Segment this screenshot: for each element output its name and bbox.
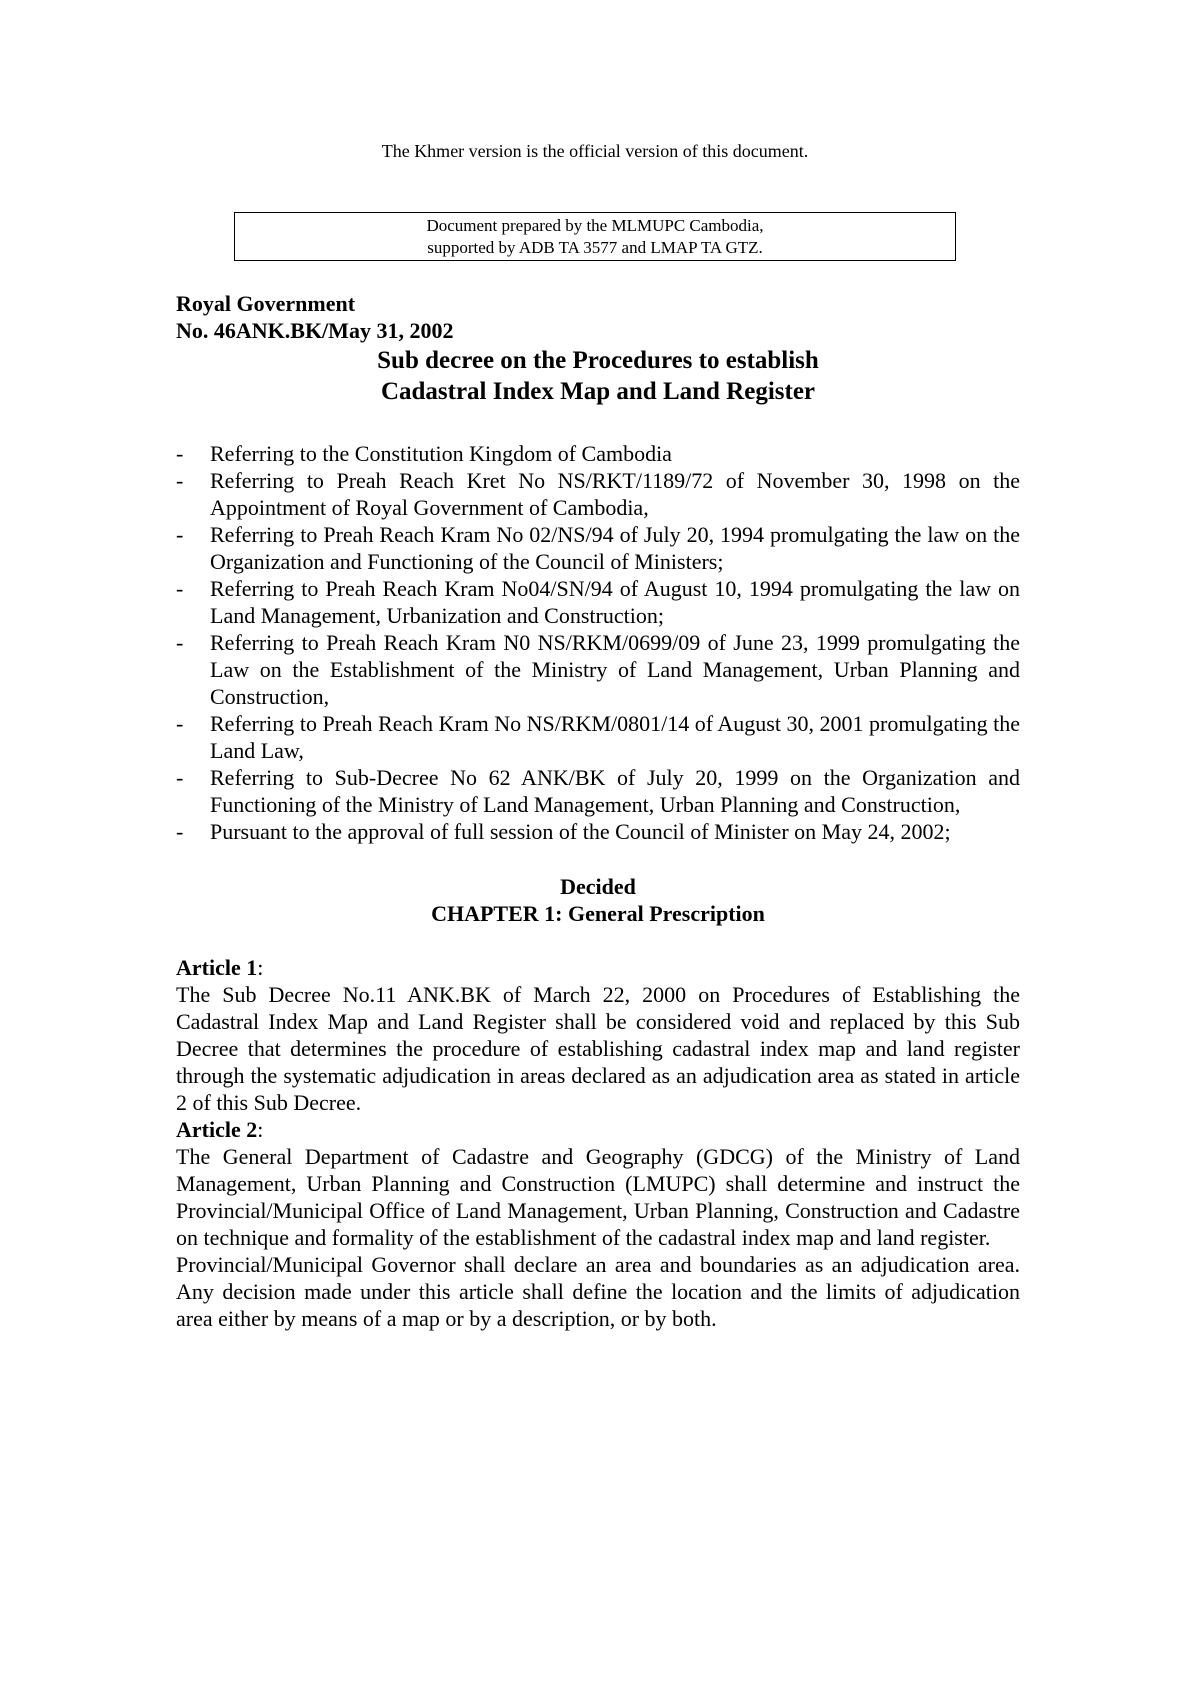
decided-label: Decided xyxy=(560,874,636,899)
article-1-colon: : xyxy=(257,955,264,980)
decision-heading xyxy=(0,873,1190,927)
list-item xyxy=(176,521,1020,575)
article-1-heading xyxy=(176,954,1020,981)
chapter-heading: CHAPTER 1: General Prescription xyxy=(431,901,765,926)
reference-text: Referring to Preah Reach Kram No04/SN/94 of August 10, 1994 promulgating the law on Land Management, Urbanization and Construction; xyxy=(210,576,1020,628)
list-item xyxy=(176,818,1020,845)
bullet-dash: - xyxy=(176,711,184,736)
list-item xyxy=(176,710,1020,764)
reference-text: Referring to Preah Reach Kram No 02/NS/94 of July 20, 1994 promulgating the law on the Organization and Functioning of the Council of Ministers; xyxy=(210,522,1020,574)
reference-text: Referring to Preah Reach Kram No NS/RKM/0801/14 of August 30, 2001 promulgating the Land Law, xyxy=(210,711,1020,763)
issuer-header xyxy=(176,290,453,344)
bullet-dash: - xyxy=(176,630,184,655)
prepared-by-box xyxy=(234,212,956,261)
article-2-colon: : xyxy=(257,1117,264,1142)
reference-text: Referring to Preah Reach Kram N0 NS/RKM/0699/09 of June 23, 1999 promulgating the Law on the Establishment of the Ministry of Land Management, Urban Planning and Construction, xyxy=(210,630,1020,709)
title-line-1: Sub decree on the Procedures to establish xyxy=(377,347,819,374)
article-2-label: Article 2 xyxy=(176,1117,258,1142)
list-item xyxy=(176,575,1020,629)
list-item xyxy=(176,440,1020,467)
list-item xyxy=(176,764,1020,818)
issuer-name: Royal Government xyxy=(176,291,356,316)
prepared-by-line-1: Document prepared by the MLMUPC Cambodia, xyxy=(426,216,764,235)
list-item xyxy=(176,629,1020,710)
list-item xyxy=(176,467,1020,521)
bullet-dash: - xyxy=(176,765,184,790)
document-title xyxy=(0,345,1190,407)
official-version-note: The Khmer version is the official version of this document. xyxy=(381,141,809,161)
bullet-dash: - xyxy=(176,441,184,466)
article-2-heading xyxy=(176,1116,1020,1143)
reference-text: Pursuant to the approval of full session of the Council of Minister on May 24, 2002; xyxy=(210,819,951,844)
reference-text: Referring to Sub-Decree No 62 ANK/BK of July 20, 1999 on the Organization and Functioning of the Ministry of Land Management, Urban Planning and Construction, xyxy=(210,765,1020,817)
bullet-dash: - xyxy=(176,576,184,601)
reference-text: Referring to the Constitution Kingdom of Cambodia xyxy=(210,441,672,466)
bullet-dash: - xyxy=(176,819,184,844)
article-1-text: The Sub Decree No.11 ANK.BK of March 22, 2000 on Procedures of Establishing the Cadastral Index Map and Land Register shall be considered void and replaced by this Sub Decree that determines the procedure of establishing cadastral index map and land register through the systematic adjudication in areas declared as an adjudication area as stated in article 2 of this Sub Decree. xyxy=(176,982,1020,1115)
prepared-by-line-2: supported by ADB TA 3577 and LMAP TA GTZ. xyxy=(427,238,763,257)
bullet-dash: - xyxy=(176,522,184,547)
legal-references-list xyxy=(176,440,1020,845)
articles-section xyxy=(176,954,1020,1332)
article-2-paragraph-2: Provincial/Municipal Governor shall declare an area and boundaries as an adjudication area. Any decision made under this article shall define the location and the limits of adjudication area either by means of a map or by a description, or by both. xyxy=(176,1252,1020,1331)
title-line-2: Cadastral Index Map and Land Register xyxy=(380,378,816,405)
bullet-dash: - xyxy=(176,468,184,493)
reference-number: No. 46ANK.BK/May 31, 2002 xyxy=(176,318,454,343)
article-2-paragraph-1: The General Department of Cadastre and Geography (GDCG) of the Ministry of Land Management, Urban Planning and Construction (LMUPC) shall determine and instruct the Provincial/Municipal Office of Land Management, Urban Planning, Construction and Cadastre on technique and formality of the establishment of the cadastral index map and land register. xyxy=(176,1144,1020,1250)
reference-text: Referring to Preah Reach Kret No NS/RKT/1189/72 of November 30, 1998 on the Appointment of Royal Government of Cambodia, xyxy=(210,468,1020,520)
article-1-label: Article 1 xyxy=(176,955,258,980)
